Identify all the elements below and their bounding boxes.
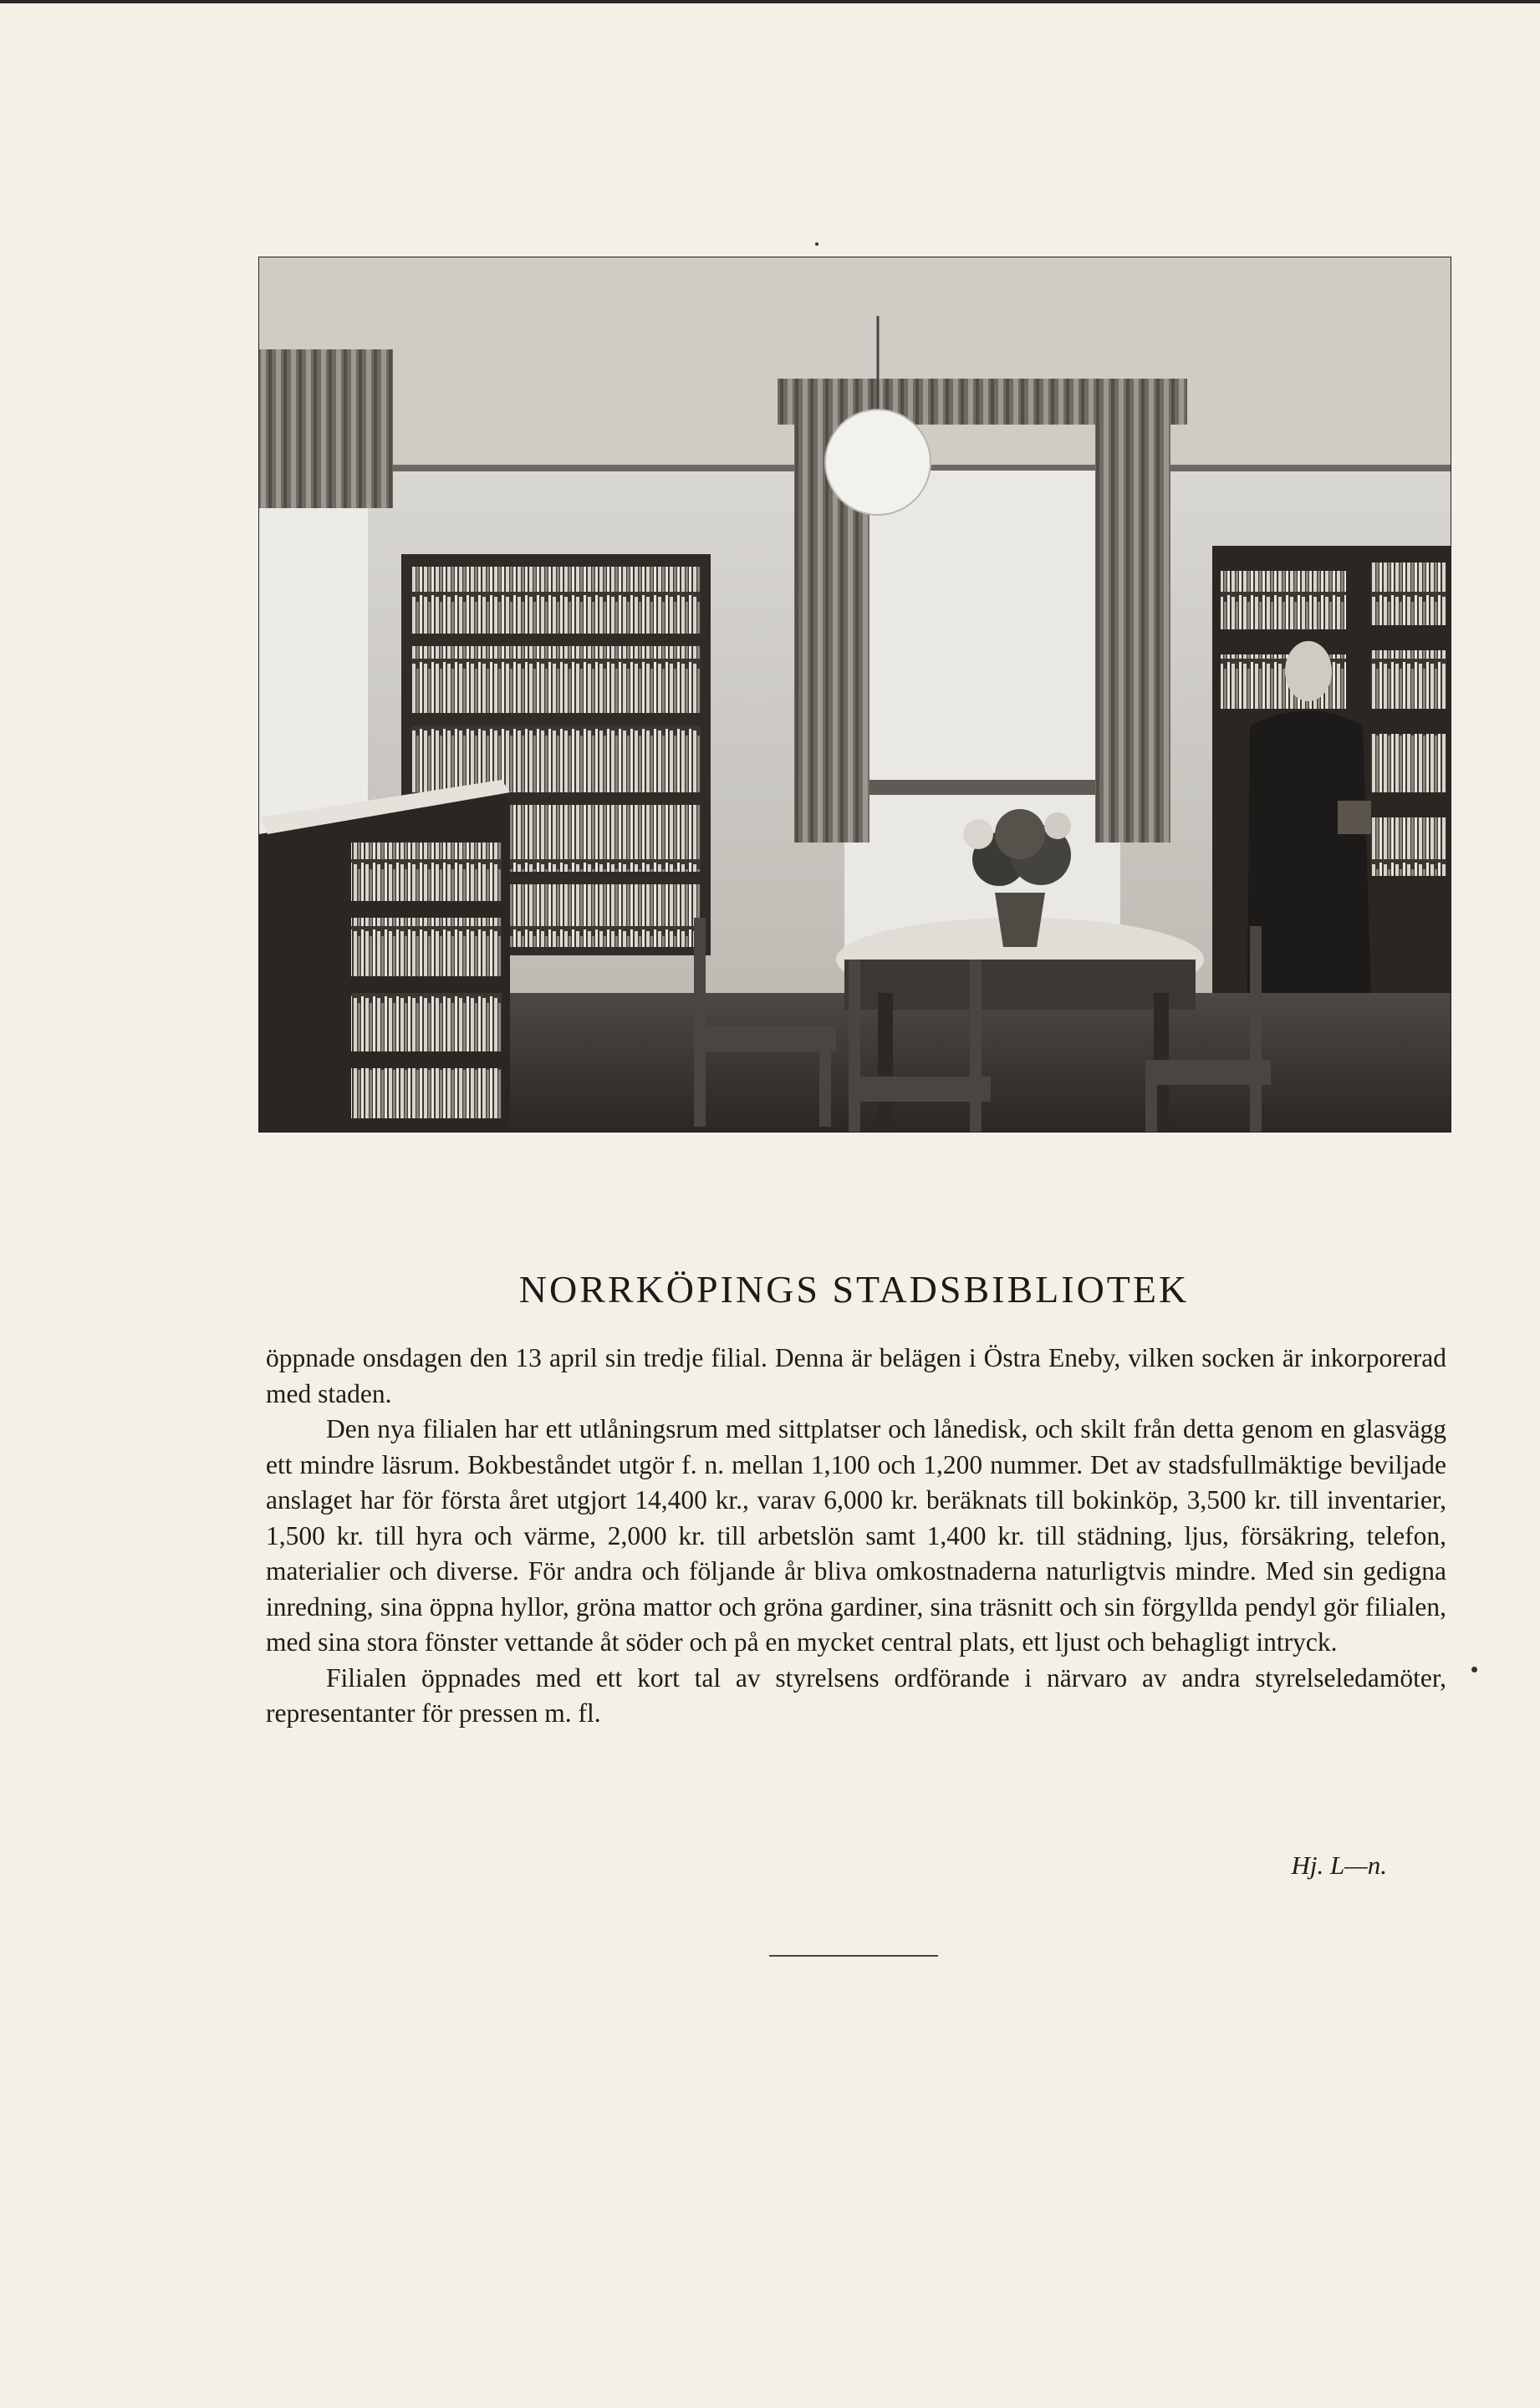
print-speck [815,242,818,246]
print-speck [1471,1667,1477,1672]
article-body [266,1341,1446,1732]
article-paragraph: Den nya filialen har ett utlåningsrum med sittplatser och lånedisk, och skilt från detta genom en glasvägg ett mindre läsrum. Bokbeståndet utgör f. n. mellan 1,100 och 1,200 nummer. Det av stadsfullmäktige beviljade anslaget har för första året utgjort 14,400 kr., varav 6,000 kr. beräknats till bokinköp, 3,500 kr. till inventarier, 1,500 kr. till hyra och värme, 2,000 kr. till arbetslön samt 1,400 kr. till städning, ljus, försäkring, telefon, materialier och diverse. För andra och följande år bliva omkostnaderna naturligtvis mindre. Med sin gedigna inredning, sina öppna hyllor, gröna mattor och gröna gardiner, sina träsnitt och sin förgyllda pendyl gör filialen, med sina stora fönster vettande åt söder och på en mycket central plats, ett ljust och behagligt intryck. [266,1414,1446,1657]
library-photo [258,257,1451,1133]
author-signature: Hj. L—n. [1291,1851,1387,1880]
section-divider [769,1955,938,1957]
article-paragraph: öppnade onsdagen den 13 april sin tredje filial. Denna är belägen i Östra Eneby, vilken socken är inkorporerad med staden. [266,1343,1446,1408]
article-paragraph: Filialen öppnades med ett kort tal av styrelsens ordförande i närvaro av andra styrelseledamöter, representanter för pressen m. fl. [266,1662,1446,1728]
library-photo-drawing [259,257,1451,1132]
article-title: NORRKÖPINGS STADSBIBLIOTEK [518,1268,1190,1311]
page-top-edge [0,0,1540,3]
